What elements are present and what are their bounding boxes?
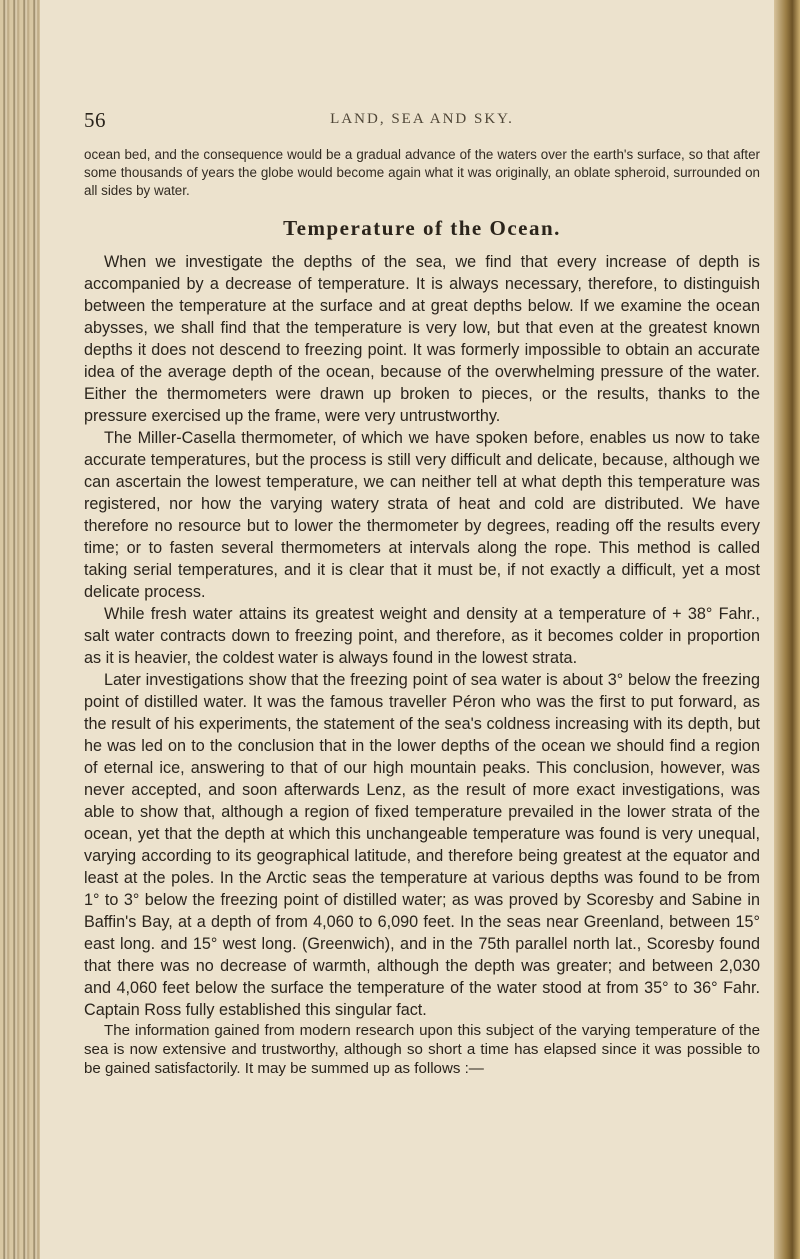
paragraph-4: Later investigations show that the freezing point of sea water is about 3° below the freezing point of distilled water. It was the famous traveller Péron who was the first to put forward, as the result of his experiments, the statement of the sea's coldness increasing with its depth, but he was led on to the conclusion that in the lower depths of the ocean we should find a region of eternal ice, answering to that of our high mountain peaks. This conclusion, however, was never accepted, and soon afterwards Lenz, as the result of more exact investigations, was able to show that, although a region of fixed temperature prevailed in the lower strata of the ocean, yet that the depth at which this unchangeable temperature was found is very unequal, varying according to its geographical latitude, and therefore being greatest at the equator and least at the poles. In the Arctic seas the temperature at various depths was found to be from 1° to 3° below the freezing point of distilled water; as was proved by Scoresby and Sabine in Baffin's Bay, at a depth of from 4,060 to 6,090 feet. In the seas near Greenland, between 15° east long. and 15° west long. (Greenwich), and in the 75th parallel north lat., Scoresby found that there was no decrease of warmth, although the depth was greater; and between 2,030 and 4,060 feet below the surface the temperature of the water stood at from 35° to 36° Fahr. Captain Ross fully established this singular fact. xyxy=(84,671,760,1019)
intro-paragraph: ocean bed, and the consequence would be a gradual advance of the waters over the earth's surface, so that after some thousands of years the globe would become again what it was originally, an oblate spheroid, surrounded on all sides by water. xyxy=(84,147,760,198)
main-text xyxy=(84,251,760,1021)
closing-paragraph: The information gained from modern research upon this subject of the varying temperature of the sea is now extensive and trustworthy, although so short a time has elapsed since it was possible to be gained satisfactorily. It may be summed up as follows :— xyxy=(84,1022,760,1077)
book-gutter xyxy=(0,0,40,1259)
paragraph-3: While fresh water attains its greatest weight and density at a temperature of + 38° Fahr., salt water contracts down to freezing point, and therefore, as it becomes colder in proportion as it is heavier, the coldest water is always found in the lowest strata. xyxy=(84,605,760,667)
section-title: Temperature of the Ocean. xyxy=(283,216,561,240)
page-shadow xyxy=(84,1198,760,1238)
page-number: 56 xyxy=(84,108,106,132)
paragraph-2: The Miller-Casella thermometer, of which we have spoken before, enables us now to take accurate temperatures, but the process is still very difficult and delicate, because, although we can ascertain the lowest temperature, we can neither tell at what depth this temperature was registered, nor how the varying watery strata of heat and cold are distributed. We have therefore no resource but to lower the thermometer by degrees, reading off the results every time; or to fasten several thermometers at intervals along the rope. This method is called taking serial temperatures, and it is clear that it must be, if not exactly a difficult, yet a most delicate process. xyxy=(84,429,760,601)
paragraph-1: When we investigate the depths of the sea, we find that every increase of depth is accompanied by a decrease of temperature. It is always necessary, therefore, to distinguish between the temperature at the surface and at great depths below. If we examine the ocean abysses, we shall find that the temperature is very low, but that even at the greatest known depths it does not descend to freezing point. It was formerly impossible to obtain an accurate idea of the average depth of the ocean, because of the overwhelming pressure of the water. Either the thermometers were drawn up broken to pieces, or the results, thanks to the pressure exercised up the frame, were very untrustworthy. xyxy=(84,253,760,425)
page-fore-edge xyxy=(774,0,800,1259)
closing-text xyxy=(84,1021,760,1078)
page xyxy=(84,108,760,1238)
page-header xyxy=(84,108,760,136)
running-head: LAND, SEA AND SKY. xyxy=(330,111,514,127)
